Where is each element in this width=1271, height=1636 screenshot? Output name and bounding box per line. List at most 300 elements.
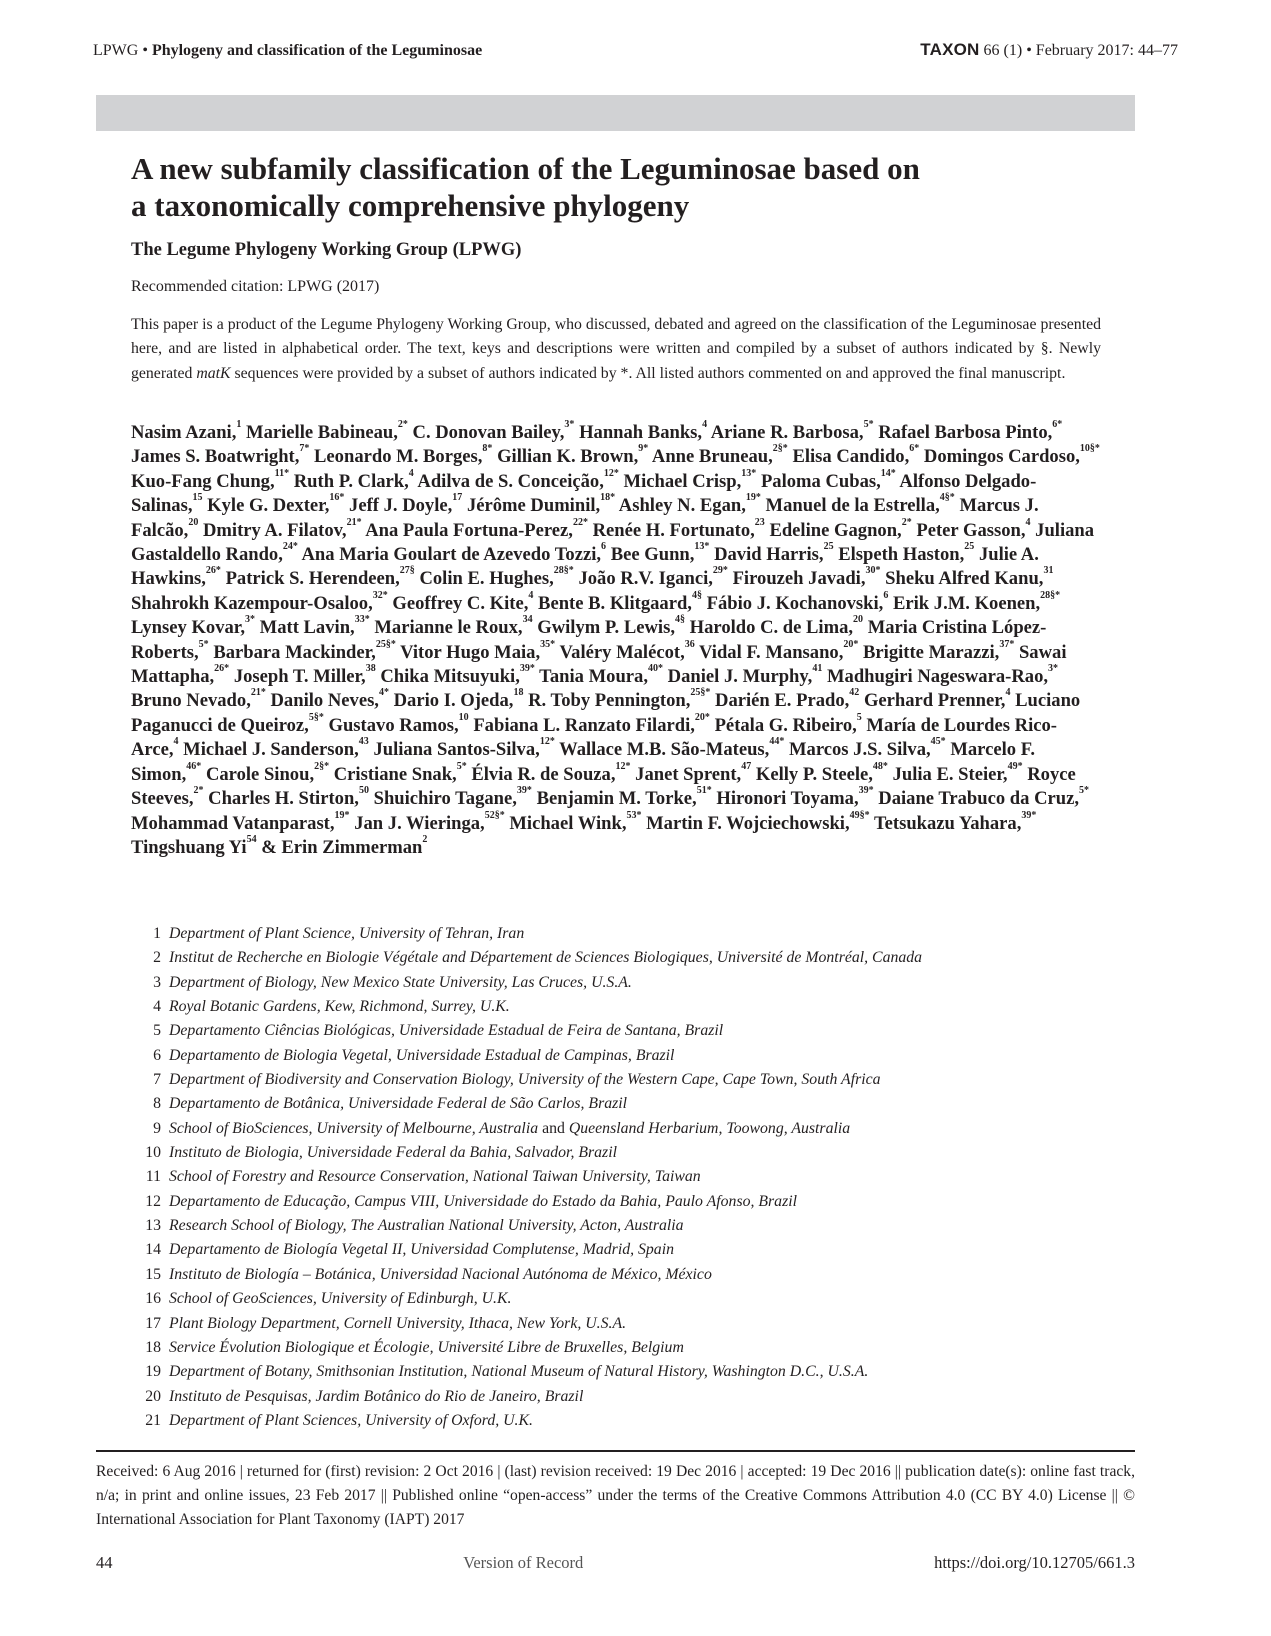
author-affiliation-marker: 40* [648, 663, 664, 675]
author-entry [538, 589, 702, 614]
affiliation-text [169, 1409, 533, 1433]
author-name: Jeff J. Doyle, [349, 495, 453, 517]
author-entry [732, 565, 881, 590]
author-entry [270, 687, 389, 712]
author-entry [792, 443, 920, 468]
author-name: Tania Moura, [539, 666, 649, 688]
author-name: Erik J.M. Koenen, [892, 592, 1041, 614]
author-entry [863, 638, 1015, 663]
author-name: Julie A. Hawkins, [131, 544, 1039, 590]
affiliation-text [169, 1165, 701, 1189]
affiliation-number: 19 [145, 1363, 161, 1381]
affiliation-number: 16 [145, 1290, 161, 1308]
author-entry [328, 711, 469, 736]
author-name: Fábio J. Kochanovski, [706, 592, 884, 614]
divider-rule [96, 1450, 1135, 1452]
author-entry [392, 589, 534, 614]
author-affiliation-marker: 4 [1025, 516, 1031, 528]
author-affiliation-marker: 43 [358, 736, 369, 748]
author-entry [131, 443, 310, 468]
author-affiliation-marker: 5* [1079, 785, 1090, 797]
author-affiliation-marker: 4 [702, 419, 708, 430]
author-entry [131, 687, 266, 712]
author-name: Hironori Toyama, [716, 788, 859, 810]
intro-text-2: sequences were provided by a subset of authors indicated by *. All listed authors commented on and approved the final manuscript. [230, 364, 1066, 382]
author-affiliation-marker: 14* [880, 467, 896, 479]
author-affiliation-marker: 2* [397, 419, 408, 430]
author-affiliation-marker: 33* [354, 614, 370, 626]
author-entry [393, 687, 524, 712]
journal-issue: 66 (1) • February 2017: 44–77 [979, 42, 1178, 59]
affiliation-item [131, 946, 1101, 970]
author-entry [205, 760, 330, 785]
article-title [131, 150, 1101, 224]
affiliation-text [169, 946, 922, 970]
author-affiliation-marker: 2* [901, 516, 912, 528]
author-entry [417, 467, 619, 492]
affiliation-text-part: Department of Biology, New Mexico State University, Las Cruces, U.S.A. [169, 973, 632, 991]
author-affiliation-marker: 26* [214, 663, 230, 675]
author-affiliation-marker: 5* [198, 638, 209, 650]
author-affiliation-marker: 39* [516, 785, 532, 797]
affiliation-text [169, 1238, 674, 1262]
author-affiliation-marker: 3* [564, 419, 575, 430]
affiliation-number: 8 [153, 1095, 161, 1113]
author-entry [755, 760, 888, 785]
author-name: Elisa Candido, [792, 446, 910, 468]
author-affiliation-marker: 2§* [314, 760, 330, 772]
author-entry [314, 443, 493, 468]
author-name: Juliana Santos-Silva, [373, 739, 540, 761]
header-gray-bar [96, 95, 1135, 131]
author-name: Dario I. Ojeda, [393, 690, 514, 712]
author-entry [699, 638, 859, 663]
affiliation-number: 3 [153, 973, 161, 991]
author-affiliation-marker: 45* [930, 736, 946, 748]
affiliation-text-part: Departamento de Biologia Vegetal, Universidade Estadual de Campinas, Brazil [169, 1046, 675, 1064]
author-entry [667, 663, 823, 688]
author-affiliation-marker: 2* [193, 785, 204, 797]
affiliation-text [169, 1385, 583, 1409]
author-affiliation-marker: 4§ [674, 614, 685, 626]
author-entry [419, 565, 574, 590]
author-entry [826, 663, 1059, 688]
author-name: Kuo-Fang Chung, [131, 470, 275, 492]
author-affiliation-marker: 24* [282, 541, 298, 553]
author-affiliation-marker: 25§* [690, 687, 711, 699]
affiliation-text [169, 1092, 627, 1116]
author-affiliation-marker: 15 [192, 492, 203, 504]
author-affiliation-marker: 20 [853, 614, 864, 626]
affiliation-number: 14 [145, 1241, 161, 1259]
author-affiliation-marker: 18* [600, 492, 616, 504]
author-affiliation-marker: 12* [615, 760, 631, 772]
doi-link[interactable]: https://doi.org/10.12705/661.3 [934, 1553, 1135, 1572]
author-entry [892, 760, 1023, 785]
affiliation-number: 6 [153, 1046, 161, 1064]
version-of-record: Version of Record [463, 1553, 584, 1572]
author-affiliation-marker: 25§* [375, 638, 396, 650]
author-entry [765, 492, 955, 517]
author-name: Charles H. Stirton, [208, 788, 359, 810]
author-affiliation-marker: 5 [856, 711, 862, 723]
title-line-2: a taxonomically comprehensive phylogeny [131, 188, 690, 223]
author-name: Daniel J. Murphy, [667, 666, 813, 688]
author-name: Mohammad Vatanparast, [131, 812, 335, 834]
author-affiliation-marker: 39* [1021, 809, 1037, 821]
author-entry [635, 760, 752, 785]
author-affiliation-marker: 7* [299, 443, 310, 455]
author-name: Kyle G. Dexter, [207, 495, 330, 517]
author-affiliation-marker: 46* [186, 760, 202, 772]
running-head-prefix: LPWG • [93, 42, 152, 59]
affiliation-text-part: Instituto de Biologia, Universidade Federal da Bahia, Salvador, Brazil [169, 1144, 617, 1162]
affiliation-text [169, 995, 510, 1019]
affiliation-text-part: Department of Plant Science, University of Tehran, Iran [169, 925, 525, 942]
author-entry [539, 663, 664, 688]
affiliation-text [169, 1214, 684, 1238]
running-head-right [920, 40, 1178, 60]
author-name: Gillian K. Brown, [497, 446, 639, 468]
affiliation-text-part: School of BioSciences, University of Melbourne, Australia [169, 1119, 539, 1137]
author-name: Julia E. Steier, [892, 763, 1008, 785]
author-entry [349, 492, 463, 517]
author-affiliation-marker: 41 [812, 663, 823, 675]
affiliation-item [131, 1092, 1101, 1116]
author-entry [537, 614, 685, 639]
author-affiliation-marker: 54 [246, 833, 257, 845]
affiliation-text [169, 1360, 868, 1384]
affiliation-item [131, 922, 1101, 946]
author-entry [365, 516, 588, 541]
author-affiliation-marker: 13* [694, 541, 710, 553]
author-name: Michael Crisp, [623, 470, 742, 492]
author-name: Elspeth Haston, [838, 544, 965, 566]
affiliation-text-part: Institut de Recherche en Biologie Végétale and Département de Sciences Biologiques, Université de Montréal, Canada [169, 949, 923, 967]
affiliation-text [169, 1044, 674, 1068]
affiliation-text-part: Department of Biodiversity and Conservation Biology, University of the Western Cape, Cape Town, South Africa [169, 1071, 881, 1089]
author-affiliation-marker: 44* [769, 736, 785, 748]
author-entry [689, 614, 864, 639]
affiliation-item [131, 1312, 1101, 1336]
author-affiliation-marker: 12* [603, 467, 619, 479]
author-entry [374, 614, 533, 639]
author-list [131, 421, 1101, 860]
running-head [93, 40, 1178, 64]
author-entry [213, 638, 396, 663]
author-entry [233, 663, 376, 688]
affiliation-text-part: Department of Plant Sciences, University of Oxford, U.K. [169, 1411, 533, 1429]
affiliation-text [169, 1019, 723, 1043]
affiliation-number: 13 [145, 1217, 161, 1235]
author-entry [716, 785, 874, 810]
author-name: Carole Sinou, [205, 763, 315, 785]
author-affiliation-marker: 10 [458, 711, 469, 723]
author-name: Dmitry A. Filatov, [202, 519, 347, 541]
author-affiliation-marker: 3* [245, 614, 255, 626]
author-name: Madhugiri Nageswara-Rao, [826, 666, 1049, 688]
author-name: Michael Wink, [509, 812, 627, 834]
author-entry [207, 492, 345, 517]
author-name: Manuel de la Estrella, [765, 495, 940, 517]
author-entry [466, 492, 616, 517]
author-entry [131, 419, 242, 443]
author-affiliation-marker: 4* [378, 687, 389, 699]
author-name: Michael J. Sanderson, [183, 739, 359, 761]
running-head-title: Phylogeny and classification of the Leguminosae [151, 42, 483, 59]
author-name: Sawai Mattapha, [131, 641, 1067, 688]
author-name: Juliana Gastaldello Rando, [131, 519, 1095, 566]
author-name: Peter Gasson, [916, 519, 1026, 541]
author-entry [373, 736, 555, 761]
author-name: Pétala G. Ribeiro, [714, 714, 857, 736]
author-name: Benjamin M. Torke, [536, 788, 697, 810]
author-affiliation-marker: 39* [858, 785, 874, 797]
author-affiliation-marker: 18 [513, 687, 524, 699]
author-entry [923, 443, 1100, 468]
intro-paragraph [131, 313, 1101, 386]
author-affiliation-marker: 4§* [939, 492, 955, 504]
affiliation-text-part: Department of Botany, Smithsonian Institution, National Museum of Natural History, Washington D.C., U.S.A. [169, 1363, 869, 1381]
author-name: Colin E. Hughes, [419, 568, 554, 590]
author-name: María de Lourdes Rico-Arce, [131, 714, 1057, 761]
affiliation-item [131, 1141, 1101, 1165]
author-entry [878, 419, 1063, 443]
author-affiliation-marker: 21* [346, 516, 362, 528]
affiliation-number: 15 [145, 1265, 161, 1283]
affiliation-item [131, 1360, 1101, 1384]
author-name: Cristiane Snak, [333, 763, 457, 785]
author-affiliation-marker: 28§* [1040, 589, 1061, 601]
author-affiliation-marker: 12* [539, 736, 555, 748]
affiliation-item [131, 1165, 1101, 1189]
author-name: Chika Mitsuyuki, [380, 666, 520, 688]
author-entry [528, 687, 711, 712]
author-name: Paloma Cubas, [760, 470, 881, 492]
author-entry [916, 516, 1031, 541]
author-name: Brigitte Marazzi, [863, 641, 1000, 663]
author-name: Marcelo F. Simon, [131, 739, 1036, 785]
author-name: Élvia R. de Souza, [471, 763, 616, 785]
author-affiliation-marker: 5* [863, 419, 874, 430]
author-entry [131, 833, 257, 858]
author-name: Fabiana L. Ranzato Filardi, [473, 714, 695, 736]
author-affiliation-marker: 25 [964, 541, 975, 553]
author-name: David Harris, [714, 544, 824, 566]
intro-gene-name: matK [196, 364, 231, 382]
author-name: Janet Sprent, [635, 763, 742, 785]
affiliation-text-part: Research School of Biology, The Australian National University, Acton, Australia [169, 1217, 684, 1235]
affiliation-item [131, 1263, 1101, 1287]
author-affiliation-marker: 16* [329, 492, 345, 504]
author-name: Danilo Neves, [270, 690, 379, 712]
author-name: C. Donovan Bailey, [412, 422, 565, 443]
author-name: Ruth P. Clark, [293, 470, 409, 492]
author-affiliation-marker: 17 [452, 492, 463, 504]
intro-text-1: This paper is a product of the Legume Phylogeny Working Group, who discussed, debated and agreed on the classification of the Leguminosae presented here, and are listed in alphabetical order. The text, keys and descriptions were written and compiled by a subset of authors indicated by §. Newly generated [131, 316, 1101, 382]
author-name: Vitor Hugo Maia, [400, 641, 541, 663]
author-affiliation-marker: 6 [601, 541, 607, 553]
author-affiliation-marker: 11* [274, 467, 290, 479]
author-affiliation-marker: 2 [422, 833, 428, 845]
author-name: Tetsukazu Yahara, [873, 812, 1022, 834]
author-name: Tingshuang Yi [131, 836, 247, 858]
author-name: Bee Gunn, [610, 544, 695, 566]
affiliation-number: 11 [145, 1168, 161, 1186]
author-name: Jérôme Duminil, [466, 495, 601, 517]
author-entry [471, 760, 631, 785]
affiliation-item [131, 1385, 1101, 1409]
author-name: Gustavo Ramos, [328, 714, 459, 736]
author-affiliation-marker: 4 [1005, 687, 1011, 699]
author-affiliation-marker: 20* [694, 711, 710, 723]
author-name: Gwilym P. Lewis, [537, 617, 675, 639]
affiliation-number: 9 [153, 1119, 161, 1137]
author-name: Marielle Babineau, [246, 422, 398, 443]
author-entry [497, 443, 649, 468]
author-entry [208, 785, 369, 810]
author-entry [769, 516, 912, 541]
title-line-1: A new subfamily classification of the Leguminosae based on [131, 151, 920, 186]
affiliation-conjunction: and [538, 1119, 569, 1137]
author-name: Barbara Mackinder, [213, 641, 376, 663]
author-entry [878, 785, 1090, 810]
author-name: Domingos Cardoso, [923, 446, 1080, 468]
author-affiliation-marker: 3* [1048, 663, 1059, 675]
author-name: Alfonso Delgado-Salinas, [131, 470, 1037, 517]
author-entry [225, 565, 415, 590]
author-entry [509, 809, 642, 834]
author-name: Royce Steeves, [131, 763, 1076, 810]
author-affiliation-marker: 21* [250, 687, 266, 699]
author-name: Shuichiro Tagane, [373, 788, 517, 810]
author-entry [131, 809, 350, 834]
affiliation-text [169, 1312, 626, 1336]
author-entry [400, 638, 556, 663]
author-name: Darién E. Prado, [715, 690, 850, 712]
author-name: João R.V. Iganci, [578, 568, 713, 590]
affiliation-text-part: Instituto de Pesquisas, Jardim Botânico do Rio de Janeiro, Brazil [169, 1387, 584, 1405]
author-affiliation-marker: 51* [696, 785, 712, 797]
author-name: Renée H. Fortunato, [592, 519, 755, 541]
author-affiliation-marker: 36 [684, 638, 695, 650]
author-affiliation-marker: 10§* [1079, 443, 1100, 455]
author-affiliation-marker: 20 [188, 516, 199, 528]
author-entry [579, 419, 708, 443]
affiliation-item [131, 1068, 1101, 1092]
running-head-left [93, 42, 482, 60]
author-entry [559, 736, 785, 761]
author-affiliation-marker: 30* [865, 565, 881, 577]
author-affiliation-marker: 2§* [772, 443, 788, 455]
author-name: Gerhard Prenner, [863, 690, 1006, 712]
affiliation-item [131, 1336, 1101, 1360]
author-name: Geoffrey C. Kite, [392, 592, 529, 614]
page-number: 44 [96, 1553, 113, 1572]
author-affiliation-marker: 19* [334, 809, 350, 821]
author-affiliation-marker: 6* [909, 443, 920, 455]
author-name: Anne Bruneau, [651, 446, 773, 468]
author-affiliation-marker: 4 [173, 736, 179, 748]
affiliation-item [131, 971, 1101, 995]
affiliation-number: 1 [153, 925, 161, 942]
author-entry [623, 467, 757, 492]
author-entry [333, 760, 467, 785]
affiliation-text-part: Departamento de Biología Vegetal II, Universidad Complutense, Madrid, Spain [169, 1241, 674, 1259]
author-entry [651, 443, 788, 468]
author-name: Shahrokh Kazempour-Osaloo, [131, 592, 373, 614]
author-entry [246, 419, 408, 443]
author-affiliation-marker: 49§* [849, 809, 870, 821]
author-name: Joseph T. Miller, [233, 666, 366, 688]
author-affiliation-marker: 13* [741, 467, 757, 479]
affiliation-item [131, 1019, 1101, 1043]
author-affiliation-marker: 29* [712, 565, 728, 577]
author-entry [592, 516, 765, 541]
author-name: Wallace M.B. São-Mateus, [559, 739, 770, 761]
affiliation-text-part: Departamento Ciências Biológicas, Universidade Estadual de Feira de Santana, Brazil [169, 1022, 724, 1040]
affiliation-number: 5 [153, 1022, 161, 1040]
affiliation-number: 12 [145, 1192, 161, 1210]
author-affiliation-marker: 39* [519, 663, 535, 675]
author-name: Ana Paula Fortuna-Perez, [365, 519, 573, 541]
author-entry [885, 565, 1054, 590]
author-entry [536, 785, 712, 810]
author-entry [293, 467, 414, 492]
affiliation-number: 2 [153, 949, 161, 967]
affiliation-item [131, 1214, 1101, 1238]
author-affiliation-marker: 42 [849, 687, 860, 699]
author-entry [610, 541, 710, 566]
author-affiliation-marker: 4§ [691, 589, 702, 601]
author-affiliation-marker: 48* [872, 760, 888, 772]
affiliation-text [169, 971, 632, 995]
affiliation-number: 21 [145, 1411, 161, 1429]
author-name: Hannah Banks, [579, 422, 703, 443]
author-entry [706, 589, 889, 614]
author-entry [183, 736, 369, 761]
author-affiliation-marker: 20* [843, 638, 859, 650]
author-affiliation-marker: 19* [745, 492, 761, 504]
author-affiliation-marker: 8* [482, 443, 493, 455]
author-name: R. Toby Pennington, [528, 690, 691, 712]
author-name: Rafael Barbosa Pinto, [878, 422, 1053, 443]
author-affiliation-marker: 27§ [399, 565, 415, 577]
affiliation-item [131, 1190, 1101, 1214]
affiliation-number: 4 [153, 998, 161, 1016]
author-name: Haroldo C. de Lima, [689, 617, 854, 639]
author-name: Matt Lavin, [259, 617, 355, 639]
affiliation-text [169, 922, 524, 946]
affiliation-text-part: Instituto de Biología – Botánica, Universidad Nacional Autónoma de México, México [169, 1265, 712, 1283]
author-entry [131, 589, 388, 614]
author-name: & Erin Zimmerman [261, 836, 423, 858]
author-entry [788, 736, 946, 761]
author-affiliation-marker: 6* [1052, 419, 1063, 430]
author-affiliation-marker: 26* [205, 565, 221, 577]
author-entry [301, 541, 607, 566]
author-affiliation-marker: 53* [626, 809, 642, 821]
affiliation-text-part: School of Forestry and Resource Conservation, National Taiwan University, Taiwan [169, 1168, 701, 1186]
author-entry [646, 809, 870, 834]
author-name: Marianne le Roux, [374, 617, 523, 639]
author-name: Vidal F. Mansano, [699, 641, 844, 663]
affiliation-item [131, 1287, 1101, 1311]
author-entry [380, 663, 535, 688]
author-entry [838, 541, 975, 566]
author-entry [412, 419, 575, 443]
affiliation-text-part: Royal Botanic Gardens, Kew, Richmond, Surrey, U.K. [169, 998, 510, 1016]
